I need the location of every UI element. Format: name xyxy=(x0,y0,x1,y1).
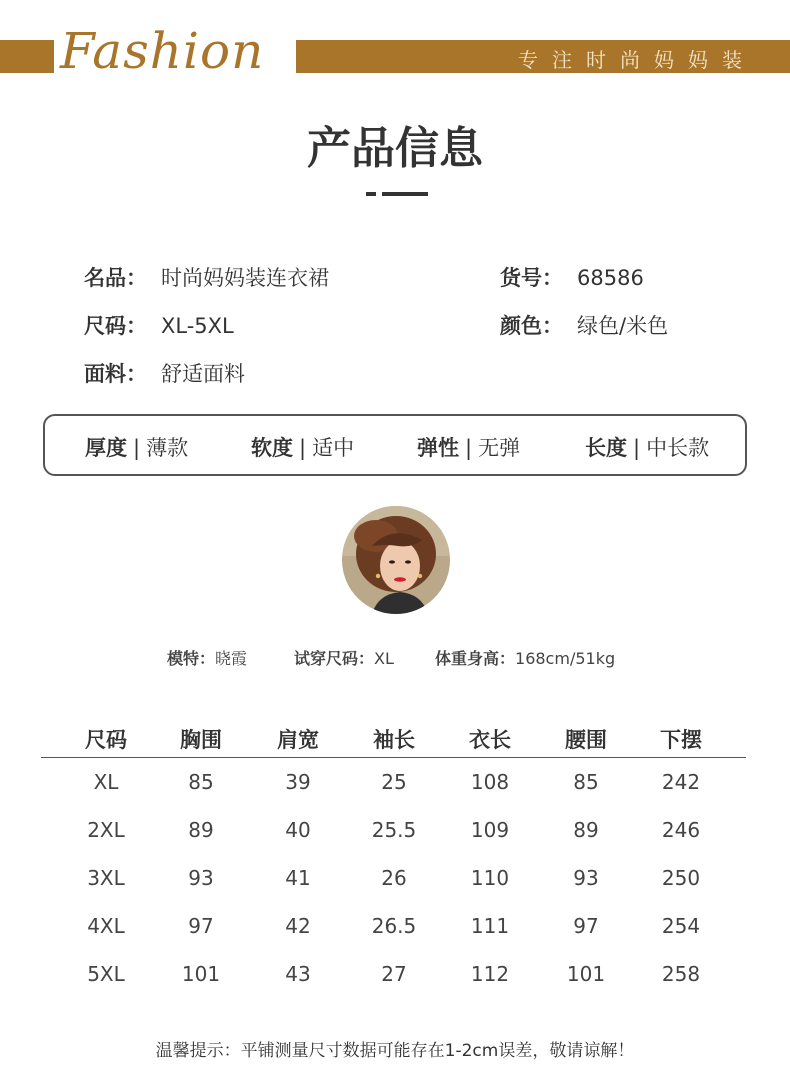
table-row xyxy=(41,950,746,998)
table-row xyxy=(41,806,746,854)
table-cell: 4XL xyxy=(87,914,125,938)
info-item-no xyxy=(500,262,644,292)
header-cell: 衣长 xyxy=(469,728,511,752)
info-name-label: 名品： xyxy=(84,266,147,290)
table-cell: 2XL xyxy=(87,818,125,842)
header-cell: 肩宽 xyxy=(277,728,319,752)
info-name-value: 时尚妈妈装连衣裙 xyxy=(161,266,329,290)
model-name-value: 晓霞 xyxy=(215,649,248,668)
table-cell: 40 xyxy=(285,818,311,842)
table-cell: 110 xyxy=(470,866,510,890)
header-cell: 腰围 xyxy=(565,728,607,752)
table-cell: 112 xyxy=(470,962,510,986)
table-cell: 25.5 xyxy=(371,818,417,842)
table-row xyxy=(41,758,746,806)
table-cell: 89 xyxy=(573,818,599,842)
header-cell: 胸围 xyxy=(180,728,222,752)
table-cell: 3XL xyxy=(87,866,125,890)
table-cell: 41 xyxy=(285,866,311,890)
attr-elasticity-label: 弹性 xyxy=(417,436,459,460)
model-try-size-value: XL xyxy=(374,649,394,668)
table-cell: 39 xyxy=(285,770,311,794)
info-color xyxy=(500,310,668,340)
info-item-no-value: 68586 xyxy=(577,266,644,290)
table-cell: 111 xyxy=(470,914,510,938)
measurement-note: 温馨提示：平铺测量尺寸数据可能存在1-2cm误差，敬请谅解！ xyxy=(155,1041,635,1061)
size-table-header xyxy=(41,720,746,758)
table-cell: 85 xyxy=(573,770,599,794)
table-cell: 242 xyxy=(661,770,701,794)
table-cell: 246 xyxy=(661,818,701,842)
attr-length: 长度 | 中长款 xyxy=(585,436,710,460)
attr-softness-value: 适中 xyxy=(312,436,355,460)
attr-thickness-value: 薄款 xyxy=(146,436,189,460)
table-cell: 27 xyxy=(381,962,407,986)
table-cell: 254 xyxy=(661,914,701,938)
info-fabric-value: 舒适面料 xyxy=(161,362,245,386)
attr-thickness-label: 厚度 xyxy=(85,436,127,460)
info-fabric xyxy=(84,358,245,388)
header-cell: 袖长 xyxy=(373,728,415,752)
info-fabric-label: 面料： xyxy=(84,362,147,386)
table-cell: 26.5 xyxy=(371,914,417,938)
table-cell: 42 xyxy=(285,914,311,938)
model-body-value: 168cm/51kg xyxy=(515,649,616,668)
table-cell: 5XL xyxy=(87,962,125,986)
model-avatar xyxy=(342,506,450,614)
table-cell: 93 xyxy=(188,866,214,890)
header-cell: 下摆 xyxy=(660,728,702,752)
table-cell: 101 xyxy=(181,962,221,986)
attr-softness: 软度 | 适中 xyxy=(251,436,355,460)
table-cell: 26 xyxy=(381,866,407,890)
model-name-label: 模特： xyxy=(167,649,216,668)
table-cell: 109 xyxy=(470,818,510,842)
info-name xyxy=(84,262,329,292)
table-cell: 85 xyxy=(188,770,214,794)
model-try-size-label: 试穿尺码： xyxy=(294,649,375,668)
table-cell: 89 xyxy=(188,818,214,842)
table-row xyxy=(41,902,746,950)
attr-length-value: 中长款 xyxy=(646,436,710,460)
banner-bar-left xyxy=(0,40,54,73)
table-cell: 25 xyxy=(381,770,407,794)
info-size-label: 尺码： xyxy=(84,314,147,338)
table-cell: 93 xyxy=(573,866,599,890)
table-cell: 43 xyxy=(285,962,311,986)
attr-elasticity: 弹性 | 无弹 xyxy=(417,436,521,460)
attr-thickness: 厚度 | 薄款 xyxy=(85,436,189,460)
attr-length-label: 长度 xyxy=(585,436,627,460)
model-try-size xyxy=(294,646,394,669)
table-cell: 250 xyxy=(661,866,701,890)
attr-elasticity-value: 无弹 xyxy=(478,436,521,460)
model-body xyxy=(435,646,615,669)
table-cell: 97 xyxy=(188,914,214,938)
brand-slogan: 专注时尚妈妈装 xyxy=(518,48,756,72)
model-body-label: 体重身高： xyxy=(435,649,516,668)
size-table xyxy=(41,720,746,998)
table-cell: 258 xyxy=(661,962,701,986)
table-cell: XL xyxy=(93,770,119,794)
brand-logo: Fashion xyxy=(60,22,265,80)
attribute-box xyxy=(43,414,747,476)
info-color-value: 绿色/米色 xyxy=(577,314,669,338)
info-color-label: 颜色： xyxy=(500,314,563,338)
header-cell: 尺码 xyxy=(85,728,127,752)
attr-softness-label: 软度 xyxy=(251,436,293,460)
table-cell: 108 xyxy=(470,770,510,794)
table-cell: 97 xyxy=(573,914,599,938)
info-size-value: XL-5XL xyxy=(161,314,234,338)
table-row xyxy=(41,854,746,902)
table-cell: 101 xyxy=(566,962,606,986)
page-title: 产品信息 xyxy=(307,123,483,174)
info-size xyxy=(84,310,234,340)
model-name xyxy=(167,646,247,669)
info-item-no-label: 货号： xyxy=(500,266,563,290)
